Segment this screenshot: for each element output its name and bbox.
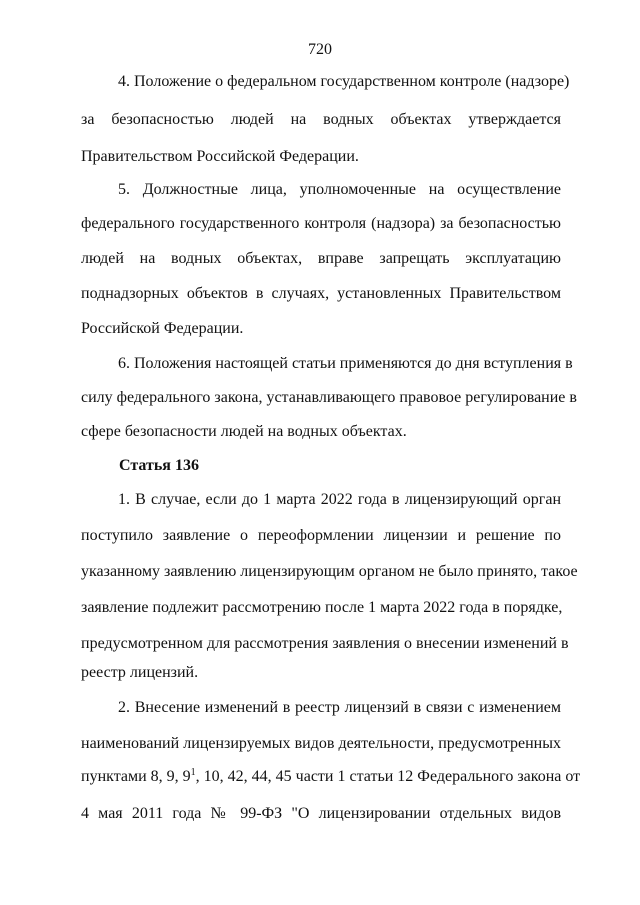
para5-line-1: 5. Должностные лица, уполномоченные на осуществление: [118, 181, 561, 198]
para5-line-5: Российской Федерации.: [81, 320, 244, 337]
para4-line-3: Правительством Российской Федерации.: [81, 148, 359, 165]
art136-p1-line-3: указанному заявлению лицензирующим органом не было принято, такое: [81, 563, 578, 580]
art136-p1-line-6: реестр лицензий.: [81, 664, 199, 681]
para6-line-1: 6. Положения настоящей статьи применяются до дня вступления в: [118, 355, 573, 372]
article-heading: Статья 136: [119, 457, 199, 474]
para6-line-3: сфере безопасности людей на водных объектах.: [81, 423, 407, 440]
para5-line-3: людей на водных объектах, вправе запрещать эксплуатацию: [81, 250, 561, 267]
para4-line-2: за безопасностью людей на водных объектах утверждается: [81, 111, 561, 128]
art136-p2-line-3-end: , 10, 42, 44, 45 части 1 статьи 12 Федерального закона от: [195, 768, 581, 785]
art136-p1-line-1: 1. В случае, если до 1 марта 2022 года в лицензирующий орган: [118, 491, 561, 508]
para5-line-2: федерального государственного контроля (надзора) за безопасностью: [81, 215, 561, 232]
para6-line-2: силу федерального закона, устанавливающего правовое регулирование в: [81, 389, 577, 406]
art136-p1-line-4: заявление подлежит рассмотрению после 1 марта 2022 года в порядке,: [81, 599, 563, 616]
para5-line-4: поднадзорных объектов в случаях, установленных Правительством: [81, 285, 561, 302]
art136-p2-line-3: [81, 767, 581, 787]
art136-p2-line-4: 4 мая 2011 года № 99-ФЗ "О лицензировании отдельных видов: [81, 805, 561, 822]
art136-p2-line-2: наименований лицензируемых видов деятельности, предусмотренных: [81, 735, 561, 752]
art136-p2-line-1: 2. Внесение изменений в реестр лицензий в связи с изменением: [118, 699, 561, 716]
superscript-1: 1: [190, 767, 196, 778]
page-number: 720: [308, 41, 332, 58]
art136-p1-line-2: поступило заявление о переоформлении лицензии и решение по: [81, 527, 561, 544]
art136-p1-line-5: предусмотренном для рассмотрения заявления о внесении изменений в: [81, 635, 569, 652]
art136-p2-line-3-start: пунктами 8, 9, 9: [81, 768, 191, 785]
para4-line-1: 4. Положение о федеральном государственном контроле (надзоре): [118, 73, 570, 90]
